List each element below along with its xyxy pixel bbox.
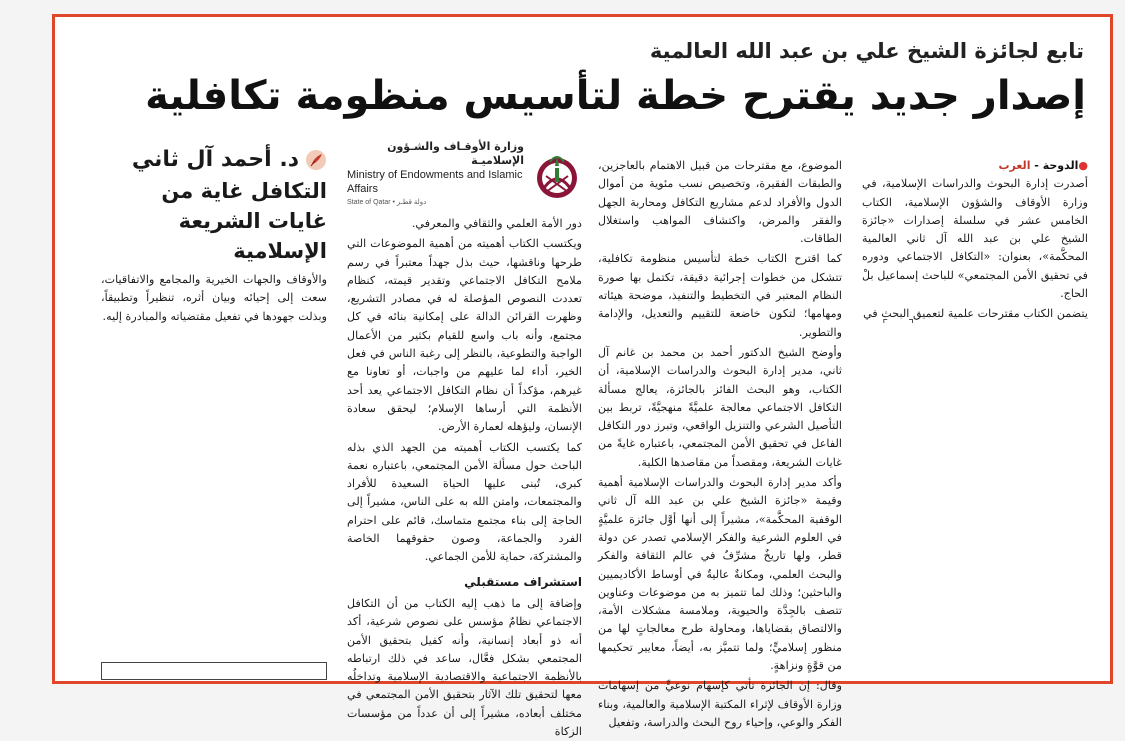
paragraph: وإضافة إلى ما ذهب إليه الكتاب من أن التكافل الاجتماعي نظامٌ مؤسس على نصوص شرعية، أكد أنه ذو أبعاد إنسانية، وأنه كفيل بتحقيق الأمن المجتمعي بشكل فعَّال، ساعد في ذلك ارتباطه بالأنظمة الاجتماعية والاقتصادية الإسلامية وتداخلُه معها لتحقيق تلك الآثار بتحقيق الأمن المجتمعي في مختلف أبعاده، مشيراً إلى أن عدداً من مؤسسات الزكاة (347, 596, 582, 739)
paragraph: أصدرت إدارة البحوث والدراسات الإسلامية، في وزارة الأوقاف والشؤون الإسلامية، الكتاب الخامس عشر في سلسلة إصدارات «جائزة الشيخ علي بن عبد الله آل ثاني العالمية المحكَّمة»، بعنوان: «التكافل الاجتماعي ودوره في تحقيق الأمن المجتمعي» للباحث إسماعيل بلْ الحاج. (862, 177, 1088, 301)
paragraph: كما اقترح الكتاب خطة لتأسيس منظومة تكافلية، تتشكل من خطوات إجرائية دقيقة، تكتمل بها صورة النظام المعتبر في التخطيط والتنفيذ، موضحة هيئاته ومهامها؛ لتكون خاضعة للتقييم والتعديل، والإدامة والتطوير. (598, 252, 842, 339)
paragraph: وأكد مدير إدارة البحوث والدراسات الإسلامية أهمية وقيمة «جائزة الشيخ علي بن عبد الله آل ثاني الوقفية المحكَّمة»، مشيراً إلى أنها أوَّل جائزة علميَّةٍ في العلوم الشرعية والفكر الإسلامي تصدر عن دولة قطر، ولها تاريخٌ مشرِّفٌ في عالم الثقافة والفكر والبحث العلمي، ومكانةٌ عاليةٌ في أوساط الأكاديميين والباحثين؛ وذلك لما تتميز به من موضوعات وعناوين تتصف بالجِدَّة والحيوية، وملامسة مشكلات الأمة، والالتصاق بقضاياها، ومحاولة طرح معالجاتٍ لها من منظور إسلاميٍّ؛ ولما تتميَّز به، أيضاً، معايير تحكيمها من قوَّةٍ ونزاهةٍ. (598, 476, 842, 673)
column-corner-mark: ⌝ (908, 317, 914, 331)
paragraph: والأوقاف والجهات الخيرية والمجامع والاتفاقيات، سعت إلى إحيائه وبيان أثره، تنظيراً وتطبيقاً، وبذلت جهودها في تفعيل مقتضياته والمبادرة إليه. (101, 273, 327, 323)
author-footer-box (101, 662, 327, 680)
logo-text (347, 140, 524, 210)
bullet-icon: ● (1078, 159, 1088, 172)
article-column-4 (101, 271, 327, 401)
paragraph: الموضوع، مع مقترحات من قبيل الاهتمام بالعاجزين، والطبقات الفقيرة، وتخصيص نسب مئوية من أموال الدول والأفراد لدعم مشاريع التكافل ومحاربة الجهل والفقر والمرض، واكتشاف المواهب واستغلال الطاقات. (598, 159, 842, 246)
ministry-logo (347, 140, 582, 206)
dateline-city: الدوحة - (1030, 159, 1079, 172)
quill-icon (305, 149, 327, 171)
article-column-1 (862, 157, 1088, 327)
paragraph: وأوضح الشيخ الدكتور أحمد بن محمد بن غانم آل ثاني، مدير إدارة البحوث والدراسات الإسلامية، أن الكتاب، وهو البحث الفائز بالجائزة، يعالج مسألة التكافل الاجتماعي معالجة علميَّةً منهجيَّةً، تربط بين التأصيل الشرعي والتنزيل الواقعي، وتبرز دور التكافل الفاعل في تحقيق الأمن المجتمعي، باعتباره غايةً من غايات الشريعة، ومقصداً من مقاصدها الكلية. (598, 345, 842, 469)
qatar-emblem-icon (532, 148, 582, 202)
article-kicker: تابع لجائزة الشيخ علي بن عبد الله العالمية (649, 39, 1084, 63)
logo-name-en: Ministry of Endowments and Islamic Affairs (347, 169, 523, 195)
logo-name-ar: وزارة الأوقـاف والشـؤون الإسلاميـة (387, 140, 524, 167)
article-column-2 (598, 157, 842, 729)
author-name: د. أحمد آل ثاني (131, 147, 299, 172)
article-column-3 (347, 215, 582, 739)
paragraph: يتضمن الكتاب مقترحات علمية لتعميق البحث في (863, 307, 1088, 321)
dateline (862, 157, 1088, 175)
opinion-header (101, 147, 327, 262)
article-headline: إصدار جديد يقترح خطة لتأسيس منظومة تكافلية (145, 73, 1086, 119)
paragraph: كما يكتسب الكتاب أهميته من الجهد الذي بذله الباحث حول مسألة الأمن المجتمعي، باعتباره نعمة كبرى، تُبنى عليها الحياة السعيدة للأفراد والمجتمعات، وامتن الله به على الناس، مشيراً إلى الحاجة إلى بناء مجتمع متماسك، قائم على احترام الفرد والجماعة، وصون حقوقهما الخاصة والمشتركة، حماية للأمن الجماعي. (347, 440, 582, 564)
dateline-source: العرب (998, 159, 1031, 172)
newspaper-page (52, 14, 1113, 739)
paragraph: وقال: إن الجائزة تأتي كإسهام نوعيٍّ من إسهامات وزارة الأوقاف لإثراء المكتبة الإسلامية والعالمية، وبناء الفكر والوعي، وإحياء روح البحث والدراسة، وتفعيل (598, 679, 842, 729)
logo-state: State of Qatar • دولة قطـر (347, 199, 427, 206)
paragraph: دور الأمة العلمي والثقافي والمعرفي. (411, 217, 582, 230)
author-line (101, 147, 327, 172)
section-subheading: استشراف مستقبلي (464, 574, 582, 589)
column-corner-mark: ⌜ (882, 317, 888, 331)
opinion-title: التكافل غاية من غايات الشريعة الإسلامية (161, 179, 327, 263)
paragraph: ويكتسب الكتاب أهميته من أهمية الموضوعات التي طرحها وناقشها، حيث بذل جهداً معتبراً في رسم ملامح التكافل الاجتماعي وتقدير قيمته، كنظام تعددت النصوص المؤصلة له في مصادر التشريع، وظهرت القرائن الدالة على إمكانية بنائه في كل مجتمع، وأنه باب واسع للقيام بكثير من الأعمال الواجبة والتطوعية، بالنظر إلى رغبة الناس في فعل الخير، أداء لما عليهم من واجبات، أو تعاونا مع غيرهم، مؤكداً أن نظام التكافل الاجتماعي يعد أحد الأنظمة التي أرساها الإسلام؛ ليحقق سعادة الإنسان، وليؤهله لعمارة الأرض. (347, 237, 582, 434)
